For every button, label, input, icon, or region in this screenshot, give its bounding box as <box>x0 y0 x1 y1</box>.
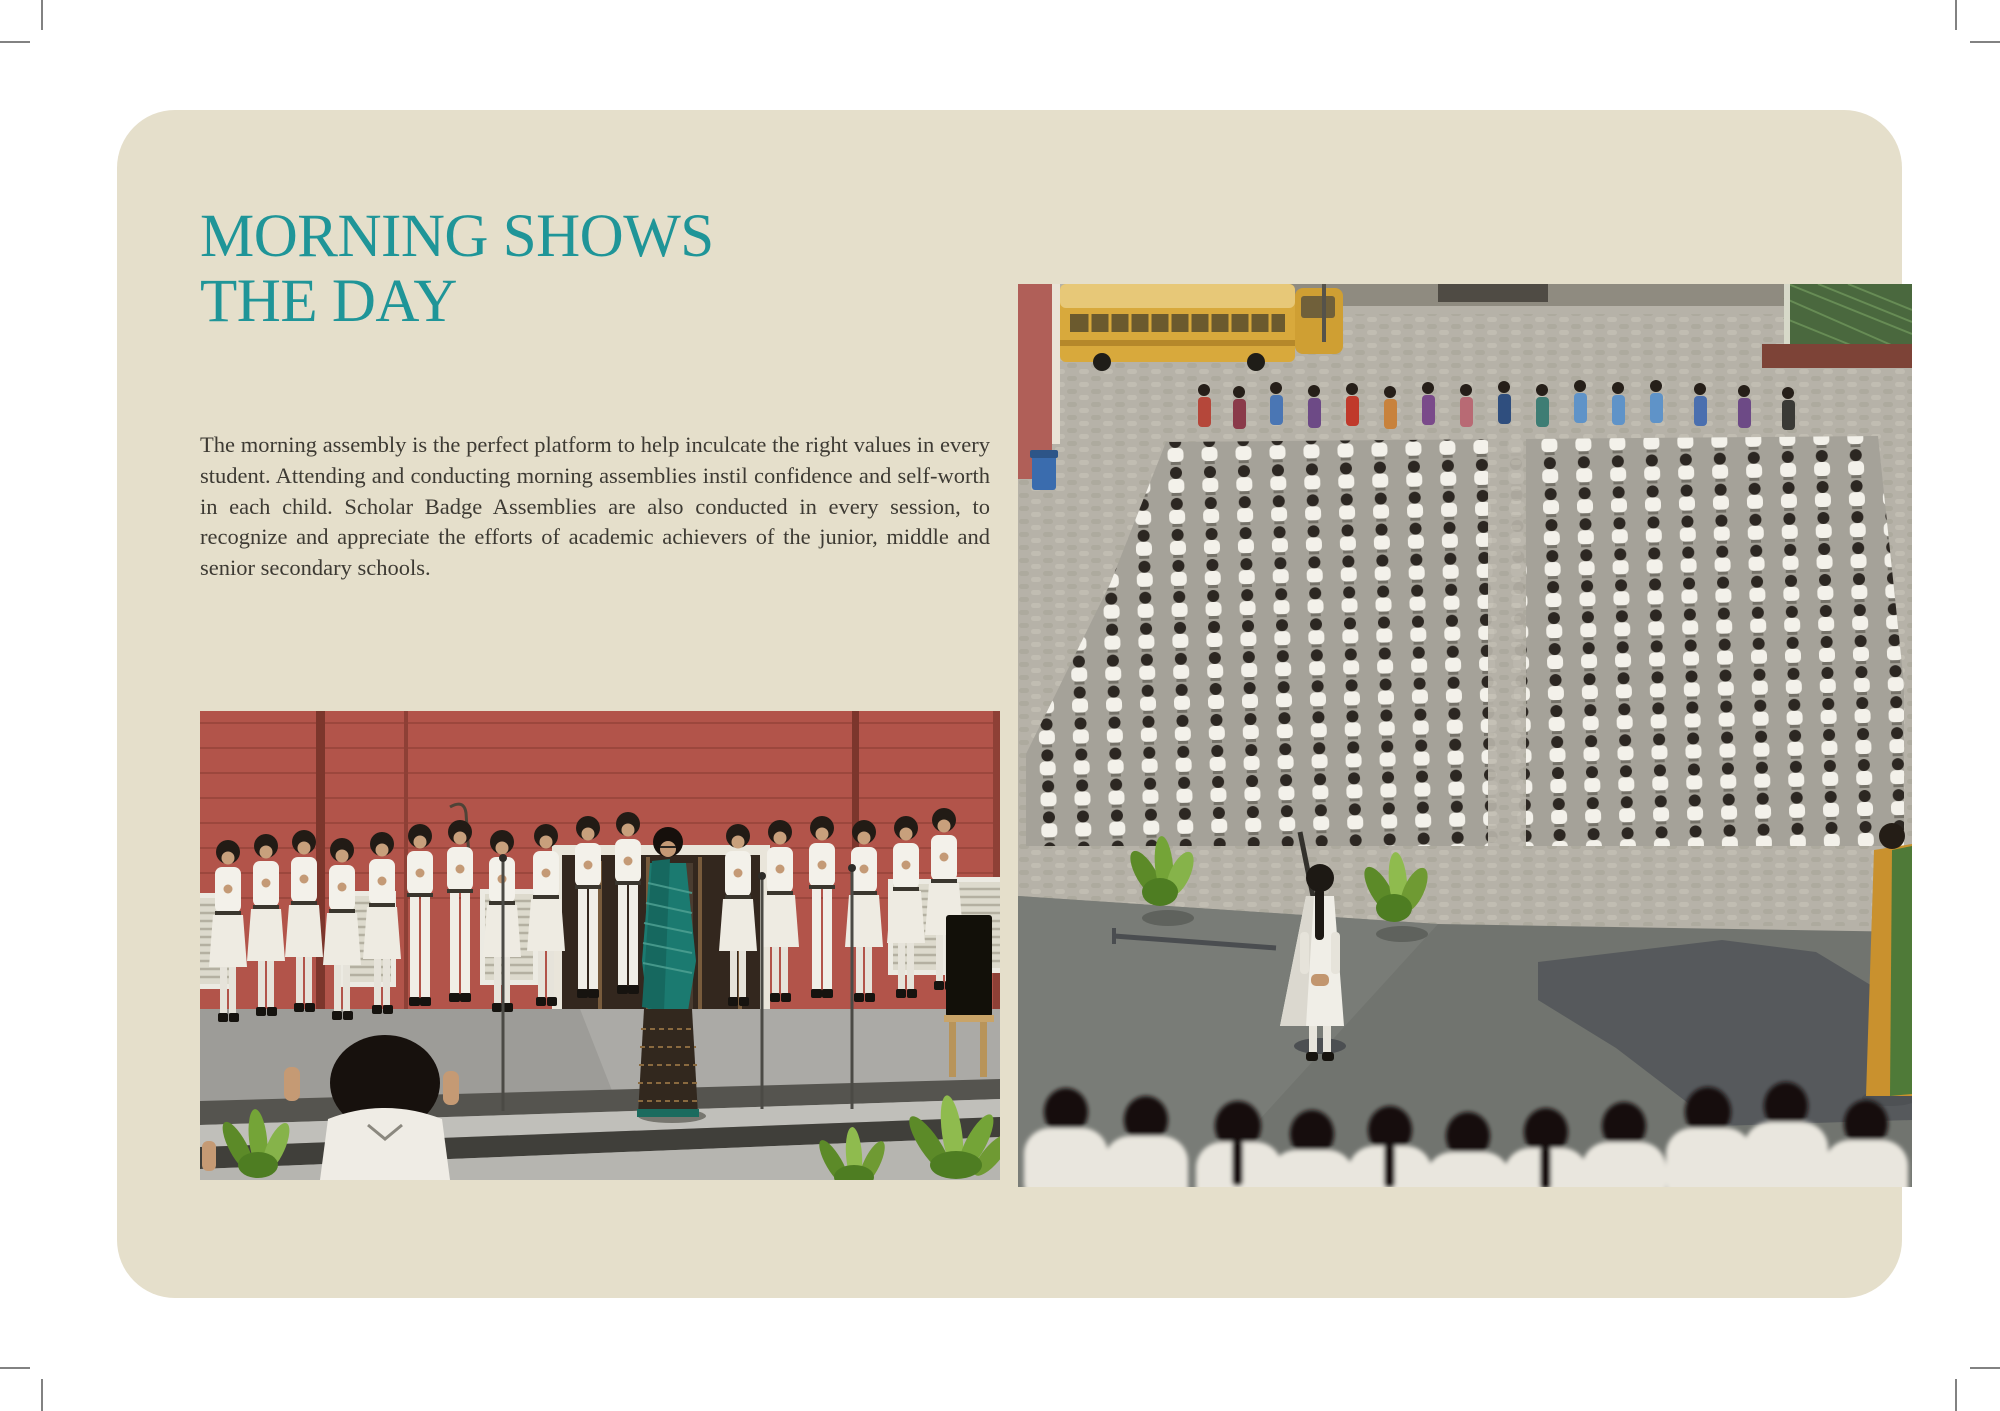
student-block <box>1026 436 1904 846</box>
crop-mark-top-right-horizontal <box>1970 41 2000 43</box>
assembly-photo <box>1018 284 1912 1187</box>
page-title-line-1: MORNING SHOWS <box>200 203 714 270</box>
crop-mark-top-left-vertical <box>41 0 43 30</box>
page-title-line-2: THE DAY <box>200 268 457 335</box>
central-aisle <box>1488 436 1526 846</box>
crop-mark-bottom-left-vertical <box>41 1379 43 1411</box>
intro-paragraph: The morning assembly is the perfect platform to help inculcate the right values in every student. Attending and conducting morning assemblies instil confidence and self-worth in each child. Scholar Badge Assemblies are also conducted in every session, to recognize and appreciate the efforts of academic achievers of the junior, middle and senior secondary schools. <box>200 432 990 581</box>
crop-mark-top-left-horizontal <box>0 41 30 43</box>
crop-mark-top-right-vertical <box>1955 0 1957 30</box>
page-title <box>200 204 714 334</box>
crop-mark-bottom-left-horizontal <box>0 1367 30 1369</box>
stage-photo <box>200 711 1000 1180</box>
crop-mark-bottom-right-horizontal <box>1970 1367 2000 1369</box>
crop-mark-bottom-right-vertical <box>1955 1379 1957 1411</box>
